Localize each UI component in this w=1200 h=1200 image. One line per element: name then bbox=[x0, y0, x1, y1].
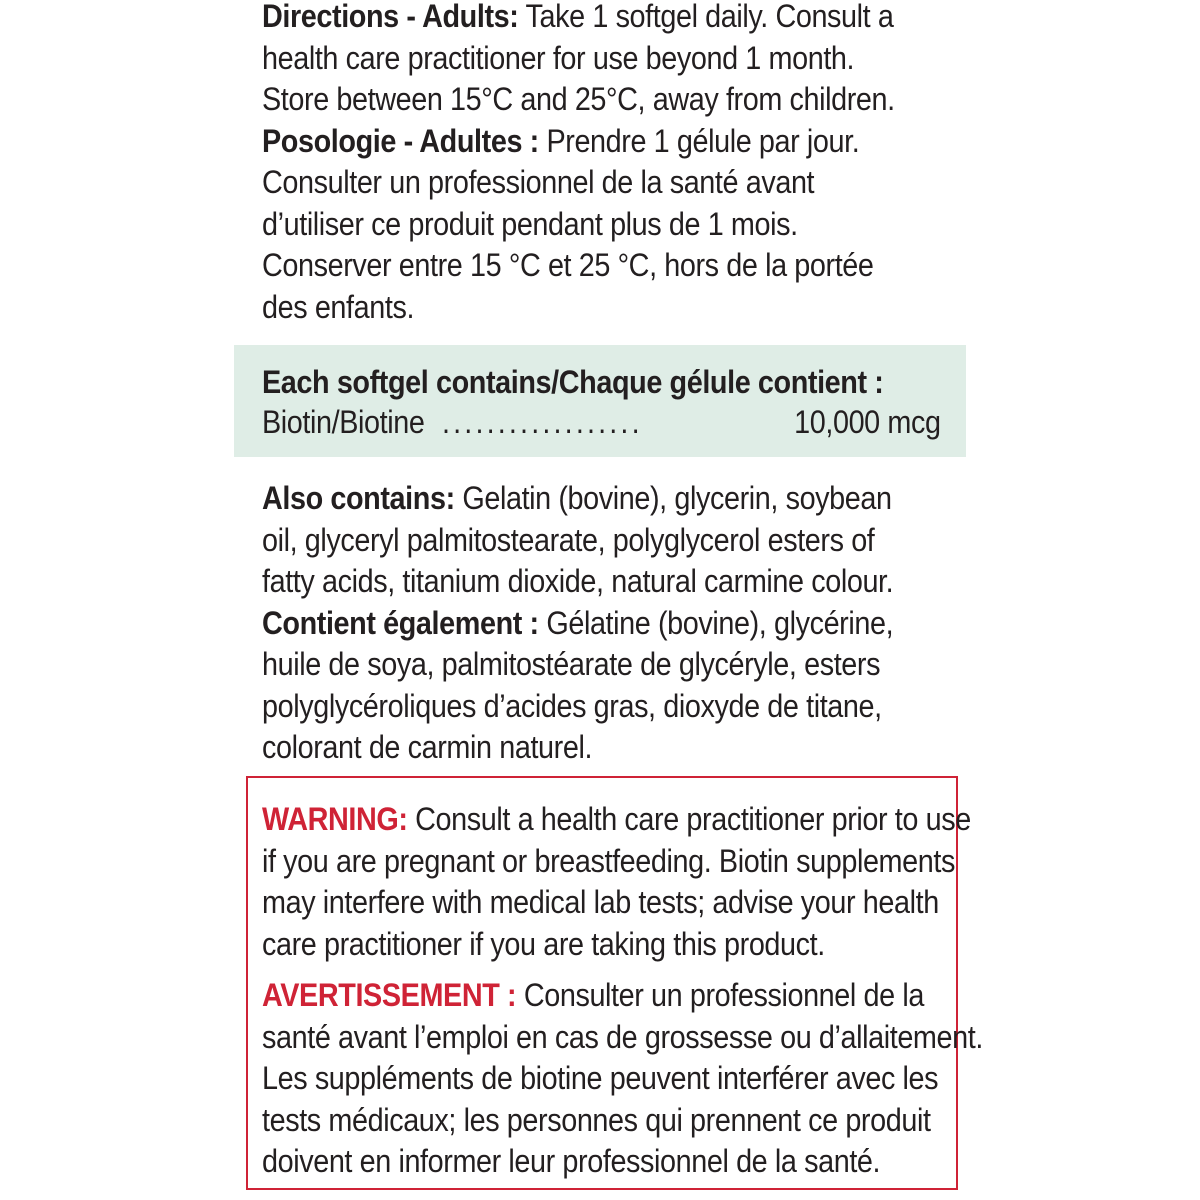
also-fr-heading: Contient également : bbox=[262, 604, 539, 641]
also-en-line: fatty acids, titanium dioxide, natural carmine colour. bbox=[262, 563, 894, 599]
directions-fr-line: Conserver entre 15 °C et 25 °C, hors de la portée bbox=[262, 247, 874, 283]
warning-fr-line: AVERTISSEMENT : Consulter un professionnel de la bbox=[262, 977, 924, 1013]
warning-en-line: if you are pregnant or breastfeeding. Biotin supplements bbox=[262, 842, 955, 879]
also-en-heading: Also contains: bbox=[262, 480, 455, 516]
ingredients-panel bbox=[234, 345, 966, 457]
ingredient-amount: 10,000 mcg bbox=[794, 404, 941, 440]
directions-fr-heading: Posologie - Adultes : bbox=[262, 122, 539, 159]
also-en-line: Also contains: Gelatin (bovine), glycerin, soybean bbox=[262, 480, 892, 516]
also-en-line: oil, glyceryl palmitostearate, polyglycerol esters of bbox=[262, 521, 875, 558]
warning-fr-line: tests médicaux; les personnes qui prennent ce produit bbox=[262, 1101, 931, 1138]
directions-en-line: Directions - Adults: Take 1 softgel daily. Consult a bbox=[262, 0, 894, 34]
ingredients-heading: Each softgel contains/Chaque gélule contient : bbox=[262, 364, 884, 400]
also-contains-section bbox=[262, 478, 893, 769]
warning-fr-line: Les suppléments de biotine peuvent interférer avec les bbox=[262, 1060, 939, 1096]
directions-section bbox=[262, 0, 895, 328]
directions-en-heading: Directions - Adults: bbox=[262, 0, 519, 34]
directions-fr-line: Consulter un professionnel de la santé avant bbox=[262, 164, 815, 200]
directions-en-line: Store between 15°C and 25°C, away from children. bbox=[262, 81, 895, 117]
warning-box bbox=[246, 776, 983, 1190]
warning-fr bbox=[262, 975, 983, 1183]
warning-en-line: WARNING: Consult a health care practitioner prior to use bbox=[262, 801, 971, 837]
also-fr-line: huile de soya, palmitostéarate de glycéryle, esters bbox=[262, 646, 881, 682]
directions-fr-line: Posologie - Adultes : Prendre 1 gélule par jour. bbox=[262, 122, 860, 159]
ingredient-row bbox=[262, 402, 941, 442]
warning-en-line: care practitioner if you are taking this product. bbox=[262, 925, 825, 962]
warning-fr-line: doivent en informer leur professionnel de la santé. bbox=[262, 1143, 881, 1179]
warning-en-heading: WARNING: bbox=[262, 801, 408, 837]
warning-fr-line: santé avant l’emploi en cas de grossesse ou d’allaitement. bbox=[262, 1018, 983, 1055]
warning-fr-heading: AVERTISSEMENT : bbox=[262, 977, 517, 1013]
also-fr-line: colorant de carmin naturel. bbox=[262, 729, 593, 765]
directions-en-line: health care practitioner for use beyond 1 month. bbox=[262, 39, 855, 76]
ingredient-name: Biotin/Biotine bbox=[262, 404, 425, 440]
dot-leader: .................. bbox=[442, 404, 643, 440]
directions-fr-line: d’utiliser ce produit pendant plus de 1 mois. bbox=[262, 205, 798, 242]
also-fr-line: polyglycéroliques d’acides gras, dioxyde de titane, bbox=[262, 687, 882, 724]
directions-fr-line: des enfants. bbox=[262, 288, 415, 325]
warning-en bbox=[262, 799, 971, 965]
warning-en-line: may interfere with medical lab tests; advise your health bbox=[262, 884, 939, 920]
also-fr-line: Contient également : Gélatine (bovine), glycérine, bbox=[262, 604, 894, 641]
